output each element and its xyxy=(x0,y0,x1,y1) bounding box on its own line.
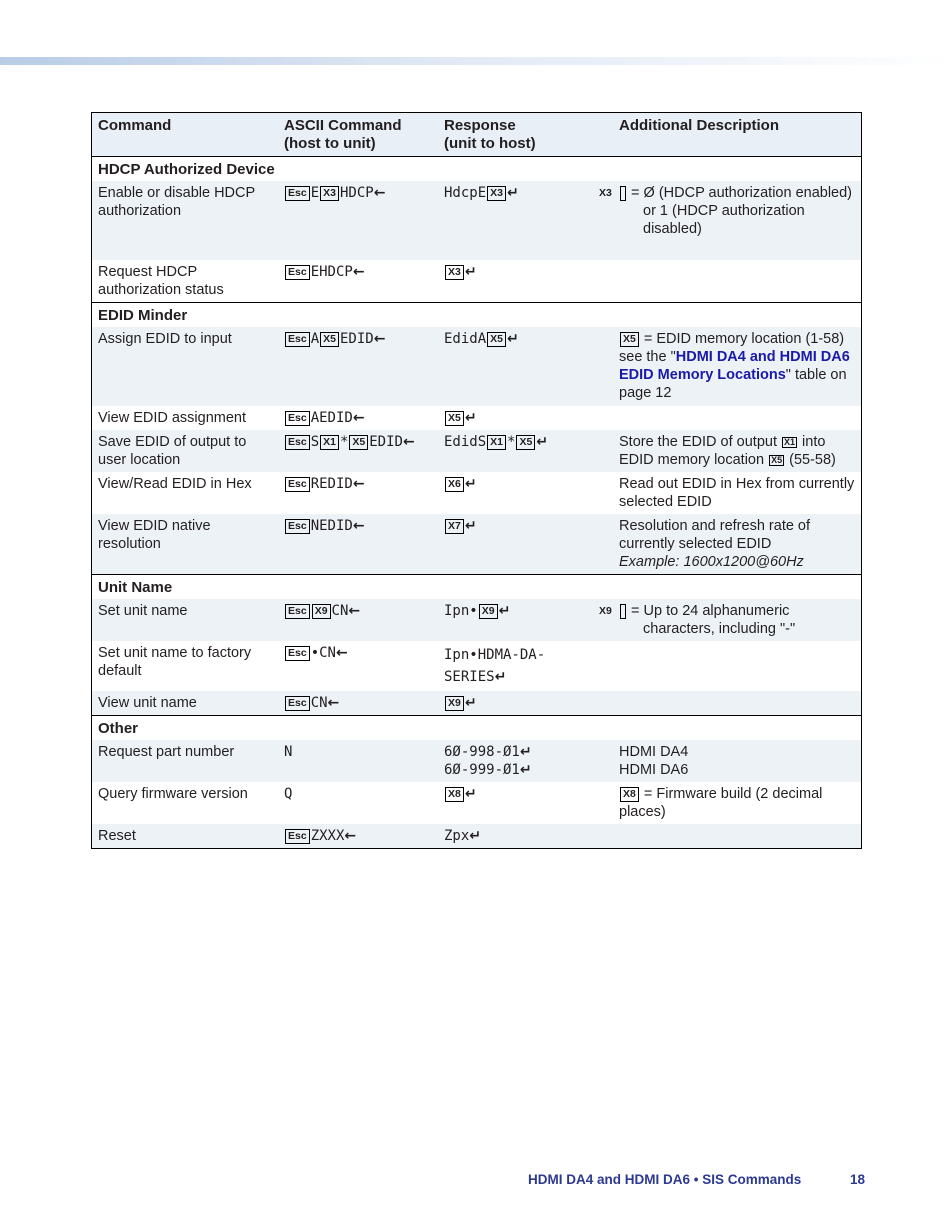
section-unit-name xyxy=(92,575,862,600)
command-name: Query firmware version xyxy=(98,786,248,802)
table-row xyxy=(92,641,862,691)
esc-key-icon: Esc xyxy=(285,411,310,426)
ascii-command: Esc NEDID← xyxy=(278,514,438,575)
table-row xyxy=(92,260,862,303)
command-name: Assign EDID to input xyxy=(98,331,232,347)
esc-key-icon: Esc xyxy=(285,829,310,844)
ascii-command: Esc EHDCP← xyxy=(278,260,438,303)
response: Zpx↵ xyxy=(444,828,482,844)
description: Store the EDID of output X1 into EDID memory location X5 (55-58) xyxy=(619,434,836,468)
section-title: EDID Minder xyxy=(92,303,862,328)
command-name: Set unit name to factory default xyxy=(98,645,252,679)
variable-key-icon: X5 xyxy=(620,332,639,347)
command-name: Set unit name xyxy=(98,603,188,619)
variable-key-icon: X5 xyxy=(516,435,535,450)
variable-key-icon: X9 xyxy=(620,604,626,619)
footer-title: HDMI DA4 and HDMI DA6 • SIS Commands xyxy=(528,1172,802,1187)
table-row xyxy=(92,824,862,849)
variable-key-icon: X5 xyxy=(771,455,783,465)
variable-key-icon: X5 xyxy=(487,332,506,347)
esc-key-icon: Esc xyxy=(285,332,310,347)
esc-key-icon: Esc xyxy=(285,696,310,711)
response xyxy=(438,514,613,575)
description xyxy=(613,641,862,691)
section-title: Unit Name xyxy=(92,575,862,600)
variable-key-icon: X1 xyxy=(487,435,506,450)
section-edid-minder xyxy=(92,303,862,328)
command-name: View EDID assignment xyxy=(98,410,247,426)
enter-arrow-icon: ← xyxy=(344,828,357,844)
table-row xyxy=(92,740,862,782)
description: X8 = Firmware build (2 decimal places) xyxy=(619,786,823,820)
response: Ipn•HDMA-DA- SERIES↵ xyxy=(444,647,546,685)
variable-key-icon: X5 xyxy=(349,435,368,450)
command-name: Reset xyxy=(98,828,136,844)
command-name: Enable or disable HDCP authorization xyxy=(98,185,255,219)
table-row xyxy=(92,599,862,641)
return-arrow-icon: ↵ xyxy=(536,434,549,450)
esc-key-icon: Esc xyxy=(285,646,310,661)
header-response: Response (unit to host) xyxy=(444,117,536,152)
return-arrow-icon: ↵ xyxy=(494,669,507,685)
header-ascii-command: ASCII Command (host to unit) xyxy=(284,117,402,152)
return-arrow-icon: ↵ xyxy=(469,828,482,844)
header-command: Command xyxy=(98,117,172,134)
variable-key-icon: X7 xyxy=(445,519,464,534)
table-row xyxy=(92,691,862,716)
command-name: View EDID native resolution xyxy=(98,518,211,552)
return-arrow-icon: ↵ xyxy=(464,410,477,426)
ascii-command: Q xyxy=(284,786,293,802)
description: X5 = EDID memory location (1-58) see the "HDMI DA4 and HDMI DA6 EDID Memory Locations" table on page 12 xyxy=(619,331,850,401)
table-row xyxy=(92,472,862,514)
response xyxy=(438,406,613,430)
ascii-command: Esc X9 CN← xyxy=(278,599,438,641)
return-arrow-icon: ↵ xyxy=(464,695,477,711)
command-name: View/Read EDID in Hex xyxy=(98,476,252,492)
variable-key-icon: X5 xyxy=(320,332,339,347)
command-name: View unit name xyxy=(98,695,197,711)
return-arrow-icon: ↵ xyxy=(464,264,477,280)
enter-arrow-icon: ← xyxy=(352,476,365,492)
table-row xyxy=(92,514,862,575)
description xyxy=(613,824,862,849)
ascii-command: Esc E X3 HDCP← xyxy=(278,181,438,260)
enter-arrow-icon: ← xyxy=(327,695,340,711)
description: Resolution and refresh rate of currently selected EDID Example: 1600x1200@60Hz xyxy=(619,518,811,570)
response: EdidA X5 ↵ xyxy=(444,331,519,347)
section-hdcp xyxy=(92,157,862,182)
section-title: Other xyxy=(92,716,862,741)
section-other xyxy=(92,716,862,741)
variable-key-icon: X3 xyxy=(487,186,506,201)
enter-arrow-icon: ← xyxy=(352,264,365,280)
table-row xyxy=(92,406,862,430)
return-arrow-icon: ↵ xyxy=(464,786,477,802)
return-arrow-icon: ↵ xyxy=(464,476,477,492)
response: 6Ø-998-Ø1↵ 6Ø-999-Ø1↵ xyxy=(444,744,532,778)
ascii-command: Esc AEDID← xyxy=(278,406,438,430)
top-gradient-bar xyxy=(0,57,950,65)
return-arrow-icon: ↵ xyxy=(498,603,511,619)
response xyxy=(438,782,613,824)
variable-key-icon: X6 xyxy=(445,477,464,492)
variable-key-icon: X9 xyxy=(445,696,464,711)
edid-memory-locations-link[interactable]: HDMI DA4 and HDMI DA6 EDID Memory Locations xyxy=(619,349,850,383)
table-row xyxy=(92,327,862,406)
sis-command-table xyxy=(91,112,862,849)
command-name: Request HDCP authorization status xyxy=(98,264,224,298)
ascii-command: Esc CN← xyxy=(278,691,438,716)
variable-key-icon: X5 xyxy=(445,411,464,426)
description xyxy=(613,691,862,716)
section-title: HDCP Authorized Device xyxy=(98,161,275,178)
esc-key-icon: Esc xyxy=(285,604,310,619)
ascii-command: N xyxy=(284,744,293,760)
response xyxy=(438,260,613,303)
enter-arrow-icon: ← xyxy=(352,518,365,534)
return-arrow-icon: ↵ xyxy=(507,185,519,201)
ascii-command: Esc REDID← xyxy=(278,472,438,514)
response xyxy=(438,472,613,514)
enter-arrow-icon: ← xyxy=(348,603,361,619)
esc-key-icon: Esc xyxy=(285,477,310,492)
description xyxy=(613,406,862,430)
description: HDMI DA4 HDMI DA6 xyxy=(619,744,689,778)
return-arrow-icon: ↵ xyxy=(519,744,532,760)
return-arrow-icon: ↵ xyxy=(507,331,519,347)
variable-key-icon: X9 xyxy=(479,604,498,619)
enter-arrow-icon: ← xyxy=(335,645,348,661)
description: X9 = Up to 24 alphanumeric characters, including "-" xyxy=(599,603,796,637)
enter-arrow-icon: ← xyxy=(352,410,365,426)
esc-key-icon: Esc xyxy=(285,186,310,201)
response: EdidS X1 * X5 ↵ xyxy=(444,434,549,450)
response xyxy=(438,691,613,716)
return-arrow-icon: ↵ xyxy=(464,518,477,534)
esc-key-icon: Esc xyxy=(285,265,310,280)
table-row xyxy=(92,181,862,260)
enter-arrow-icon: ← xyxy=(402,434,415,450)
description: X3 = Ø (HDCP authorization enabled) or 1 (HDCP authorization disabled) xyxy=(599,185,853,237)
table-row xyxy=(92,430,862,472)
variable-key-icon: X3 xyxy=(620,186,626,201)
variable-key-icon: X8 xyxy=(620,787,639,802)
command-name: Request part number xyxy=(98,744,235,760)
variable-key-icon: X1 xyxy=(784,437,796,447)
enter-arrow-icon: ← xyxy=(373,185,386,201)
table-header-row xyxy=(92,113,862,157)
ascii-command: Esc A X5 EDID← xyxy=(278,327,438,406)
variable-key-icon: X3 xyxy=(445,265,464,280)
variable-key-icon: X9 xyxy=(312,604,331,619)
variable-key-icon: X1 xyxy=(320,435,339,450)
return-arrow-icon: ↵ xyxy=(519,762,532,778)
table-row xyxy=(92,782,862,824)
variable-key-icon: X3 xyxy=(320,186,339,201)
esc-key-icon: Esc xyxy=(285,435,310,450)
variable-key-icon: X8 xyxy=(445,787,464,802)
description: Read out EDID in Hex from currently selected EDID xyxy=(619,476,855,510)
response: HdcpE X3 ↵ xyxy=(444,185,519,201)
description xyxy=(613,260,862,303)
ascii-command: Esc S X1 * X5 EDID← xyxy=(278,430,438,472)
esc-key-icon: Esc xyxy=(285,519,310,534)
page-number: 18 xyxy=(850,1172,866,1187)
command-name: Save EDID of output to user location xyxy=(98,434,247,468)
ascii-command: Esc •CN← xyxy=(278,641,438,691)
response: Ipn• X9 ↵ xyxy=(444,603,511,619)
ascii-command: Esc ZXXX← xyxy=(278,824,438,849)
enter-arrow-icon: ← xyxy=(373,331,386,347)
header-description: Additional Description xyxy=(619,117,780,134)
